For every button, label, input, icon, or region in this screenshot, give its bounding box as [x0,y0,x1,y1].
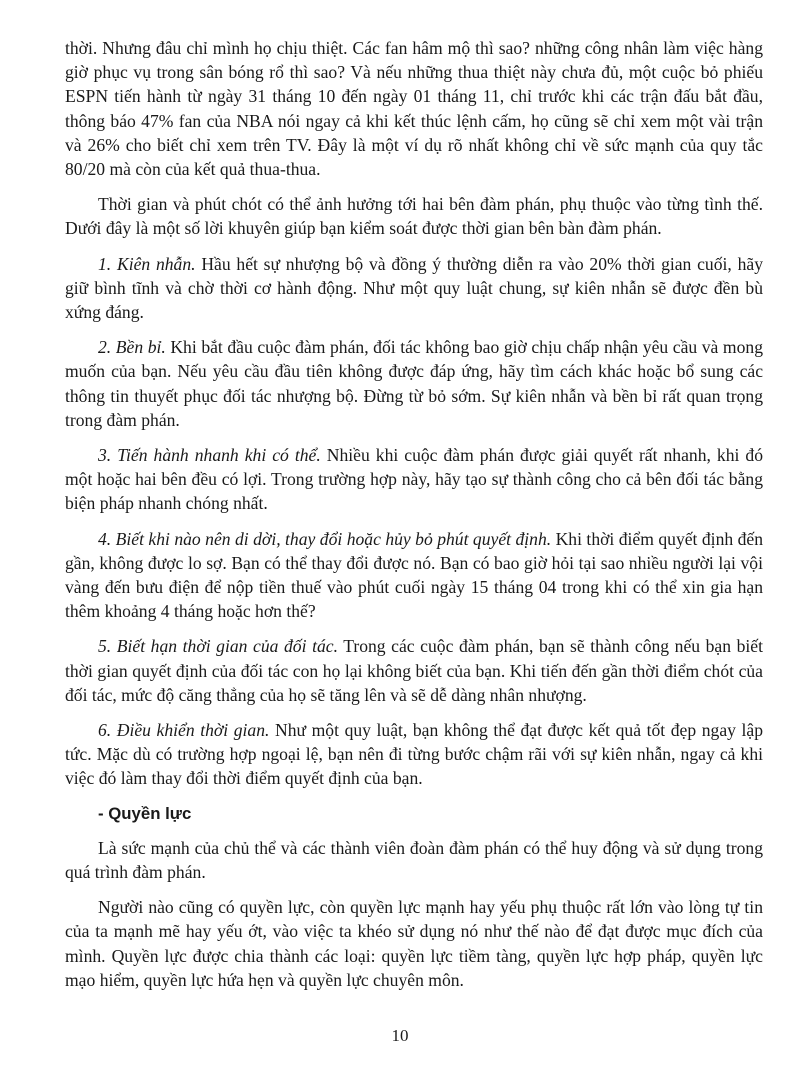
tip-2-paragraph [65,335,763,432]
time-intro-paragraph: Thời gian và phút chót có thể ảnh hưởng tới hai bên đàm phán, phụ thuộc vào từng tình thế. Dưới đây là một số lời khuyên giúp bạn kiểm soát được thời gian bên bàn đàm phán. [65,194,763,239]
power-definition-paragraph: Là sức mạnh của chủ thể và các thành viên đoàn đàm phán có thể huy động và sử dụng trong quá trình đàm phán. [65,837,763,882]
tip-5-body: Trong các cuộc đàm phán, bạn sẽ thành công nếu bạn biết thời gian quyết định của đối tác con họ lại không biết của bạn. Khi tiến đến gần thời điểm chót của đối tác, mức độ căng thẳng của họ sẽ tăng lên và sẽ dễ dàng nhân nhượng. [65,636,763,705]
tip-5-paragraph [65,634,763,707]
tip-3-body: Nhiều khi cuộc đàm phán được giải quyết rất nhanh, khi đó một hoặc hai bên đều có lợi. Trong trường hợp này, hãy tạo sự thành công cho cả bên đối tác bằng biện pháp nhanh chóng nhất. [65,445,764,514]
section-heading-power: - Quyền lực [98,803,192,823]
tip-1-body: Hầu hết sự nhượng bộ và đồng ý thường diễn ra vào 20% thời gian cuối, hãy giữ bình tĩnh và chờ thời cơ hành động. Như một quy luật chung, sự kiên nhẫn sẽ được đền bù xứng đáng. [65,253,763,323]
tip-3-title: 3. Tiến hành nhanh khi có thể. [98,445,321,466]
tip-1-title: 1. Kiên nhẫn. [98,253,196,274]
tip-4-paragraph [65,527,763,624]
tip-1-paragraph [65,252,763,325]
tip-4-body: Khi thời điểm quyết định đến gần, không được lo sợ. Bạn có thể thay đổi được nó. Bạn có bao giờ hỏi tại sao nhiều người lại vội vàng đến bưu điện để nộp tiền thuế vào phút cuối ngày 15 tháng 04 trong khi có thể xin gia hạn thêm khoảng 4 tháng hoặc hơn thế? [65,528,764,622]
tip-6-paragraph [65,718,763,791]
tip-2-title: 2. Bền bỉ. [98,337,166,358]
tip-3-paragraph [65,443,763,516]
page-content [65,36,763,1003]
tip-6-title: 6. Điều khiển thời gian. [98,720,270,741]
power-body-paragraph: Người nào cũng có quyền lực, còn quyền lực mạnh hay yếu phụ thuộc rất lớn vào lòng tự tin của ta mạnh mẽ hay yếu ớt, vào việc ta khéo sử dụng nó như thế nào để đạt được mục đích của mình. Quyền lực được chia thành các loại: quyền lực tiềm tàng, quyền lực hợp pháp, quyền lực mạo hiểm, quyền lực hứa hẹn và quyền lực chuyên môn. [65,897,763,990]
tip-4-title: 4. Biết khi nào nên di dời, thay đổi hoặc hủy bỏ phút quyết định. [98,528,552,549]
tip-6-body: Như một quy luật, bạn không thể đạt được kết quả tốt đẹp ngay lập tức. Mặc dù có trường hợp ngoại lệ, bạn nên đi từng bước chậm rãi với sự kiên nhẫn, ngay cả khi việc đó làm thay đổi thời điểm quyết định của bạn. [65,720,763,789]
tip-2-body: Khi bắt đầu cuộc đàm phán, đối tác không bao giờ chịu chấp nhận yêu cầu và mong muốn của bạn. Nếu yêu cầu đầu tiên không được đáp ứng, hãy tìm cách khác hoặc bổ sung các thông tin thuyết phục đối tác nhượng bộ. Đừng từ bỏ sớm. Sự kiên nhẫn và bền bỉ rất quan trọng trong đàm phán. [65,337,763,430]
page-number: 10 [391,1026,409,1045]
intro-continuation-paragraph: thời. Nhưng đâu chỉ mình họ chịu thiệt. Các fan hâm mộ thì sao? những công nhân làm việc hàng giờ phục vụ trong sân bóng rổ thì sao? Và nếu những thua thiệt này chưa đủ, một cuộc bỏ phiếu ESPN tiến hành từ ngày 31 tháng 10 đến ngày 01 tháng 11, chỉ trước khi các trận đấu bắt đầu, thông báo 47% fan của NBA nói ngay cả khi kết thúc lệnh cấm, họ cũng sẽ chỉ xem một vài trận và 26% cho biết chỉ xem trên TV. Đây là một ví dụ rõ nhất không chỉ về sức mạnh của quy tắc 80/20 mà còn của kết quả thua-thua. [65,38,763,180]
tip-5-title: 5. Biết hạn thời gian của đối tác. [98,636,338,657]
